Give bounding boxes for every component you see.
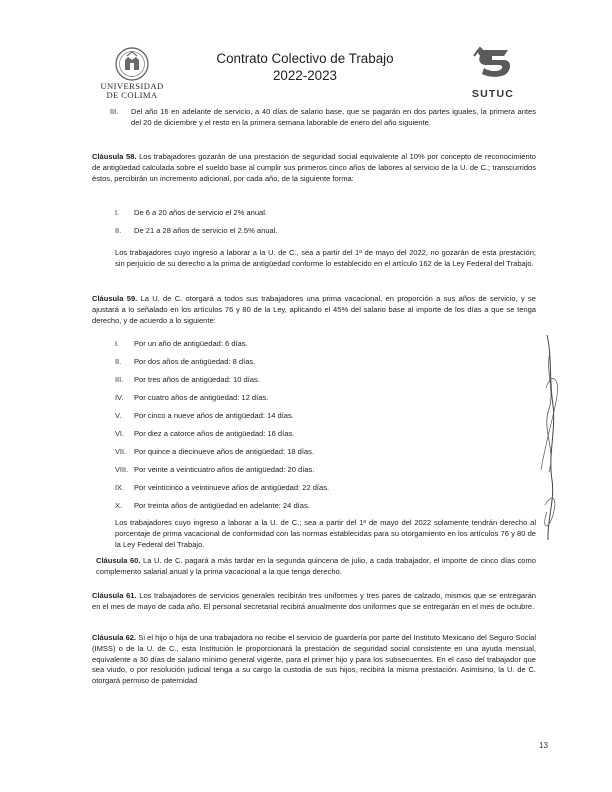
clause-58-item-1: De 6 a 20 años de servicio el 2% anual. <box>134 208 267 217</box>
clause-59-item-3-numeral: III. <box>115 375 124 384</box>
clause-59-item-8: Por veinte a veinticuatro años de antigüedad: 20 días. <box>134 465 315 474</box>
clause-61-text: Los trabajadores de servicios generales recibirán tres uniformes y tres pares de calzado, mismos que se entregarán en el mes de mayo de cada año. El personal secretarial recibirá anualmente dos uniformes que se entregarán en el mes de octubre. <box>92 591 536 611</box>
clause-59-item-2: Por dos años de antigüedad: 8 días. <box>134 357 256 366</box>
university-logo <box>98 46 166 100</box>
clause-59-text: La U. de C. otorgará a todos sus trabajadores una prima vacacional, en proporción a sus años de servicio, y se ajustará a lo señalado en los artículos 76 y 80 de la Ley, aplicando el 45% del salario base al importe de los días a que se tenga derecho, y de acuerdo a lo siguiente: <box>92 294 536 325</box>
clause-59-item-1-numeral: I. <box>115 339 120 348</box>
clause-59-item-8-numeral: VIII. <box>115 465 129 474</box>
clause-62 <box>92 633 536 687</box>
clause-62-text: Si el hijo o hija de una trabajadora no recibe el servicio de guardería por parte del Instituto Mexicano del Seguro Social (IMSS) o de la U. de C., esta Institución le proporcionará la prestación de seguridad social consistente en una ayuda mensual, equivalente a 30 días de salario mínimo general vigente, para el primer hijo y para los subsecuentes. En el caso del trabajador que sea viudo, o por resolución judicial tenga a su cargo la custodia de sus hijos, recibirá la misma prestación. Asimismo, la U. de C. otorgará permiso de paternidad <box>92 633 537 686</box>
clause-58-note: Los trabajadores cuyo ingreso a laborar a la U. de C., sea a partir del 1º de mayo del 2022, no gozarán de esta prestación; sin perjuicio de su derecho a la prima de antigüedad conforme lo establecido en el artículo 162 de la Ley Federal del Trabajo. <box>115 248 536 268</box>
clause-59-item-3: Por tres años de antigüedad: 10 días. <box>134 375 260 384</box>
clause-58-label: Cláusula 58. <box>92 152 137 161</box>
title-line1: Contrato Colectivo de Trabajo <box>216 51 394 66</box>
clause-58-item-2: De 21 a 28 años de servicio el 2.5% anual. <box>134 226 278 235</box>
university-seal-icon <box>115 46 149 82</box>
page-number: 13 <box>539 741 548 750</box>
clause-60-label: Cláusula 60. <box>96 556 141 565</box>
clause-59-note: Los trabajadores cuyo ingreso a laborar a la U. de C.; sea a partir del 1º de mayo del 2022 solamente tendrán derecho al porcentaje de prima vacacional de conformidad con las normas establecidas para su otorgamiento en los artículos 76 y 80 de la Ley Federal del Trabajo. <box>115 518 536 549</box>
clause-62-label: Cláusula 62. <box>92 633 137 642</box>
clause-59-item-4-numeral: IV. <box>115 393 124 402</box>
title-line2: 2022-2023 <box>272 68 338 83</box>
document-title <box>180 50 430 84</box>
clause-59-item-1: Por un año de antigüedad: 6 días. <box>134 339 248 348</box>
clause-59-item-7-numeral: VII. <box>115 447 127 456</box>
university-name-line2: DE COLIMA <box>106 90 158 100</box>
clause-58-item-1-numeral: I. <box>115 208 120 217</box>
clause-59-item-5: Por cinco a nueve años de antigüedad: 14 días. <box>134 411 294 420</box>
clause-59-item-7: Por quince a diecinueve años de antigüedad: 18 días. <box>134 447 315 456</box>
clause-59-item-10: Por treinta años de antigüedad en adelante: 24 días. <box>134 501 310 510</box>
clause-58-item-2-numeral: II. <box>115 226 122 235</box>
clause-58 <box>92 152 536 184</box>
union-name: SUTUC <box>471 88 515 100</box>
clause-59 <box>92 294 536 326</box>
intro-numeral: III. <box>110 107 119 116</box>
clause-58-text: Los trabajadores gozarán de una prestación de seguridad social equivalente al 10% por concepto de reconocimiento de antigüedad calculada sobre el sueldo base al cumplir sus primeros cinco años de labores al servicio de la U. de C.; transcurridos éstos, percibirán un incremento adicional, por cada año, de la siguiente forma: <box>92 152 536 183</box>
clause-59-item-9-numeral: IX. <box>115 483 125 492</box>
clause-59-item-6: Por diez a catorce años de antigüedad: 16 días. <box>134 429 295 438</box>
sutuc-emblem-icon <box>470 44 516 82</box>
clause-59-item-5-numeral: V. <box>115 411 122 420</box>
university-name-line1: UNIVERSIDAD <box>100 81 164 91</box>
clause-61 <box>92 591 536 613</box>
clause-59-label: Cláusula 59. <box>92 294 138 303</box>
clause-60 <box>96 556 536 578</box>
clause-59-item-9: Por veinticinco a veintinueve años de antigüedad: 22 días. <box>134 483 330 492</box>
clause-61-label: Cláusula 61. <box>92 591 137 600</box>
intro-item-text: Del año 16 en adelante de servicio, a 40 días de salario base, que se pagarán en dos partes iguales, la primera antes del 20 de diciembre y el resto en la primera semana laborable de enero del año siguiente. <box>131 107 536 127</box>
signature-icon <box>547 335 554 540</box>
clause-60-text: La U. de C. pagará a más tardar en la segunda quincena de julio, a cada trabajador, el importe de cinco días como complemento salarial anual y la prima vacacional a la que tenga derecho. <box>96 556 536 576</box>
clause-59-item-4: Por cuatro años de antigüedad: 12 días. <box>134 393 269 402</box>
union-logo <box>460 44 526 100</box>
clause-59-item-2-numeral: II. <box>115 357 122 366</box>
clause-59-item-6-numeral: VI. <box>115 429 125 438</box>
clause-59-item-10-numeral: X. <box>115 501 122 510</box>
